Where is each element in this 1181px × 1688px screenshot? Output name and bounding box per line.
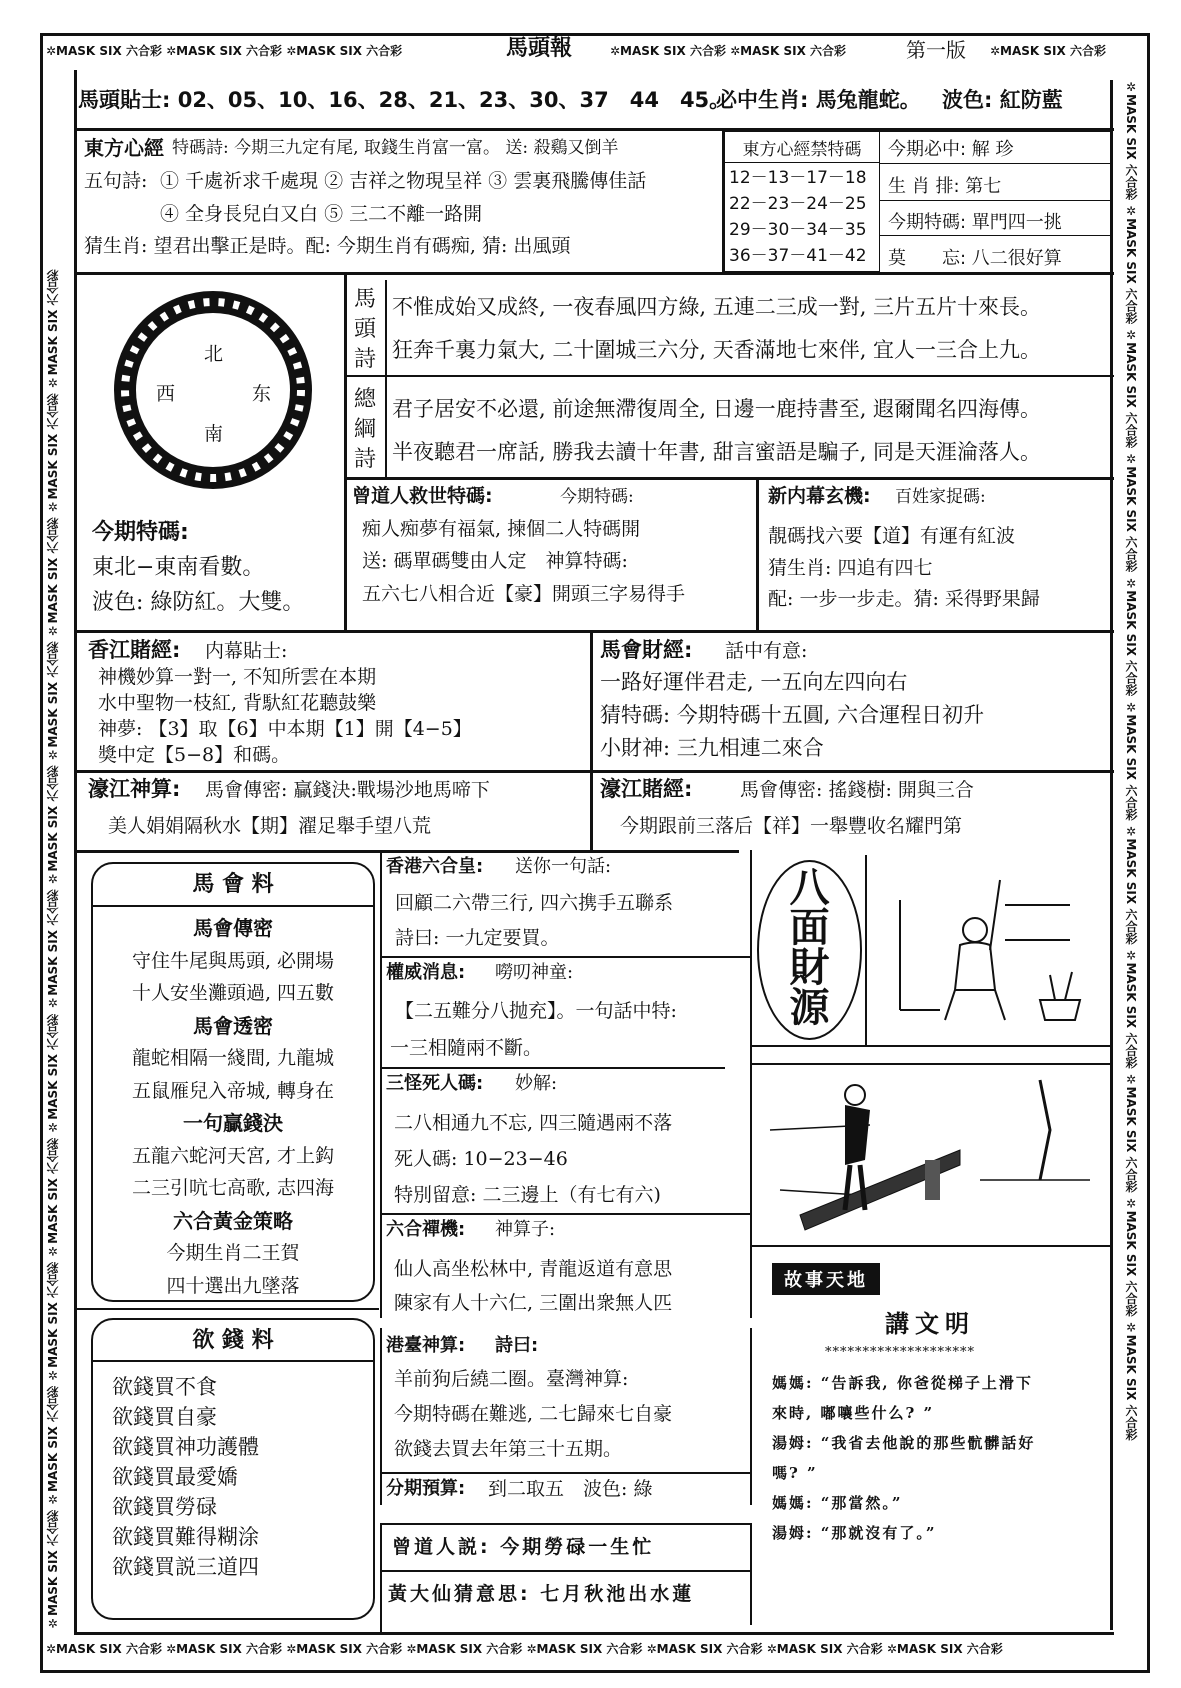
tips-numbers: 馬頭貼士: 02、05、10、16、28、21、23、30、37 44 45。 <box>78 88 731 112</box>
five-line-2: ④ 全身長兒白又白 ⑤ 三二不離一路開 <box>160 203 483 225</box>
story-line: 湯姆: “我省去他說的那些骯髒話好 <box>772 1434 1036 1452</box>
list-item: 六合黃金策略 <box>173 1208 293 1233</box>
list-item: 今期生肖二王賀 <box>166 1242 300 1264</box>
haojiang-shen-line: 美人娟娟隔秋水【期】濯足舉手望八荒 <box>108 815 432 837</box>
story-line: 媽媽: “告訴我, 你爸從梯子上滑下 <box>772 1374 1033 1392</box>
xiangjiang-line: 神機妙算一對一, 不知所雲在本期 <box>98 666 377 688</box>
general-poem-line: 半夜聽君一席話, 勝我去讀十年書, 甜言蜜語是騙子, 同是天涯淪落人。 <box>392 440 1042 464</box>
list-item: 十人安坐灘頭過, 四五數 <box>131 982 335 1004</box>
list-item: 欲錢買最愛嬌 <box>112 1465 238 1489</box>
quanwei-sub: 嘮叨神童: <box>495 962 574 983</box>
story-stars: ******************** <box>825 1345 975 1360</box>
tips-wave: 波色: 紅防藍 <box>942 88 1063 112</box>
list-item: 五龍六蛇河天宮, 才上鈎 <box>131 1144 335 1167</box>
side-info-rank: 生 肖 排: 第七 <box>879 163 1111 201</box>
rule <box>74 850 739 853</box>
compass-east: 东 <box>252 383 272 405</box>
story-line: 來時, 嘟嚷些什么? ” <box>772 1404 935 1422</box>
list-item: 守住牛尾與馬頭, 必開場 <box>131 949 335 972</box>
haojiang-du-sub: 馬會傳密: 搖錢樹: 開與三合 <box>740 779 974 801</box>
rule <box>74 272 1114 275</box>
rule <box>380 1523 752 1525</box>
compass-heading: 今期特碼: <box>92 520 189 545</box>
general-poem-line: 君子居安不必還, 前途無滯復周全, 日邊一鹿持書至, 遐爾聞名四海傳。 <box>392 397 1042 421</box>
right-watermark-strip: ✲MASK SIX 六合彩 ✲MASK SIX 六合彩 ✲MASK SIX 六合彩 ✲MASK SIX 六合彩 ✲MASK SIX 六合彩 ✲MASK SIX 六合彩 ✲MASK SIX 六合彩 ✲MASK SIX 六合彩 ✲MASK SIX 六合彩 ✲MASK SIX 六合彩 ✲MASK SIX 六合彩 <box>1124 80 1138 1441</box>
list-item: 欲錢買勞碌 <box>112 1495 217 1519</box>
gangtai-line: 羊前狗后繞二圈。臺灣神算: <box>394 1368 629 1390</box>
quanwei-line: 一三相隨兩不斷。 <box>390 1037 543 1059</box>
yuqian-liao-list <box>112 1372 259 1582</box>
gap <box>380 1505 752 1523</box>
mahui-liao-list <box>91 912 375 1302</box>
gangtai-line: 欲錢去買去年第三十五期。 <box>394 1438 623 1460</box>
wong-tai-sin: 黃大仙猜意思: 七月秋池出水蓮 <box>388 1583 695 1605</box>
haojiang-shen-sub: 馬會傳密: 贏錢決:戰場沙地馬啼下 <box>205 779 490 801</box>
story-line: 媽媽: “那當然。” <box>772 1494 903 1512</box>
rule <box>380 1213 752 1215</box>
forbidden-row: 12－13－17－18 <box>729 168 867 188</box>
right-rule <box>1110 80 1113 1630</box>
rule <box>380 956 752 958</box>
xiangjiang-line: 水中聖物一枝紅, 背馱紅花聽鼓樂 <box>98 692 377 714</box>
fenqi-text: 到二取五 波色: 綠 <box>488 1478 653 1500</box>
guess-zodiac: 猜生肖: 望君出擊正是時。配: 今期生肖有碼痴, 猜: 出風頭 <box>84 235 571 257</box>
zeng-line: 五六七八相合近【豪】開頭三字易得手 <box>362 583 686 605</box>
compass-south: 南 <box>204 423 224 445</box>
list-item: 龍蛇相隔一綫間, 九龍城 <box>131 1047 335 1069</box>
story-text <box>772 1368 1035 1548</box>
rule <box>92 1360 374 1362</box>
horse-poem-label: 馬 頭 詩 <box>353 287 376 372</box>
list-item: 欲錢買説三道四 <box>112 1555 259 1579</box>
side-info-remember: 莫 忘: 八二很好算 <box>879 235 1111 273</box>
rule <box>380 1067 725 1069</box>
sanguai-sub: 妙解: <box>515 1073 558 1094</box>
scholar-illustration <box>880 860 1100 1040</box>
chanji-sub: 神算子: <box>495 1219 556 1240</box>
zeng-line: 送: 碼單碼雙由人定 神算特碼: <box>362 550 628 572</box>
bamian-title: 八 面 財 源 <box>789 865 830 1031</box>
list-item: 二三引吭七高歌, 志四海 <box>131 1177 335 1199</box>
list-item: 欲錢買難得糊涂 <box>112 1525 259 1549</box>
left-watermark-strip: ✲MASK SIX 六合彩 ✲MASK SIX 六合彩 ✲MASK SIX 六合彩 ✲MASK SIX 六合彩 ✲MASK SIX 六合彩 ✲MASK SIX 六合彩 ✲MASK SIX 六合彩 ✲MASK SIX 六合彩 ✲MASK SIX 六合彩 ✲MASK SIX 六合彩 ✲MASK SIX 六合彩 <box>46 269 60 1630</box>
list-item: 馬會傳密 <box>193 916 273 940</box>
mahui-cai-sub: 話中有意: <box>725 640 808 662</box>
five-label: 五句詩: <box>84 170 148 192</box>
rule <box>74 1308 379 1310</box>
rule <box>344 477 1114 480</box>
compass-north: 北 <box>204 343 224 365</box>
story-title: 講文明 <box>885 1310 975 1338</box>
rule <box>865 855 867 1045</box>
sanguai-line: 死人碼: 10−23−46 <box>394 1148 568 1170</box>
side-info-special: 今期特碼: 單門四一挑 <box>879 200 1111 236</box>
rule <box>385 280 387 478</box>
rule <box>750 1063 1112 1065</box>
general-poem-label: 總 綱 詩 <box>353 387 376 472</box>
list-item: 一句贏錢決 <box>183 1111 283 1135</box>
hk-lhh-title: 香港六合皇: <box>386 856 484 877</box>
top-watermark-strip-right: ✲MASK SIX 六合彩 <box>990 44 1106 58</box>
horse-poem-line: 狂奔千裏力氣大, 二十圍城三六分, 天香滿地七來伴, 宜人一三合上九。 <box>392 338 1042 362</box>
side-info-must: 今期必中: 解 珍 <box>879 131 1111 164</box>
seesaw-illustration <box>760 1070 1100 1240</box>
forbidden-numbers <box>724 162 880 272</box>
forbidden-row: 29－30－34－35 <box>729 220 867 240</box>
xinneimu-sub: 百姓家捉碼: <box>895 487 986 507</box>
masthead-title: 馬頭報 <box>506 36 573 61</box>
compass-line-1: 東北−東南看數。 <box>92 555 265 580</box>
haojiang-shen-title: 濠江神算: <box>88 777 181 801</box>
dongfang-poem: 特碼詩: 今期三九定有尾, 取錢生肖富一富。 送: 殺鷄又倒羊 <box>172 138 619 158</box>
hk-lhh-line: 詩曰: 一九定要買。 <box>395 927 560 949</box>
xiangjiang-title: 香江賭經: <box>88 638 181 662</box>
zeng-say: 曾道人説: 今期勞碌一生忙 <box>392 1536 655 1558</box>
five-line-1: ① 千處祈求千處現 ② 吉祥之物現呈祥 ③ 雲裏飛騰傳佳話 <box>160 170 647 192</box>
sanguai-line: 特別留意: 二三邊上（有七有六) <box>394 1184 661 1206</box>
rule <box>74 770 1114 773</box>
xiangjiang-line: 神夢: 【3】取【6】中本期【1】開【4−5】 <box>98 718 472 740</box>
xiangjiang-line: 獎中定【5−8】和碼。 <box>98 744 291 766</box>
story-tag: 故事天地 <box>772 1263 880 1295</box>
gangtai-line: 今期特碼在難逃, 二七歸來七自豪 <box>394 1403 673 1425</box>
mahui-liao-title: 馬 會 料 <box>192 872 274 897</box>
rule <box>74 630 1114 633</box>
haojiang-du-line: 今期跟前三落后【祥】一舉豐收名耀門第 <box>620 815 963 837</box>
rule <box>750 1045 1112 1047</box>
gangtai-title: 港臺神算: <box>386 1335 466 1356</box>
xinneimu-line: 配: 一步一步走。猜: 采得野果歸 <box>768 588 1040 610</box>
rule <box>344 375 1114 377</box>
zeng-line: 痴人痴夢有福氣, 揀個二人特碼開 <box>362 518 641 540</box>
bottom-rule <box>74 1632 1114 1635</box>
mahui-cai-title: 馬會財經: <box>600 638 693 662</box>
list-item: 欲錢買自豪 <box>112 1405 217 1429</box>
forbidden-row: 36－37－41－42 <box>729 246 867 266</box>
forbidden-row: 22－23－24－25 <box>729 194 867 214</box>
xinneimu-line: 靚碼找六要【道】有運有紅波 <box>768 525 1016 547</box>
rule <box>380 1570 752 1572</box>
fenqi-title: 分期預算: <box>386 1478 466 1499</box>
sanguai-title: 三怪死人碼: <box>386 1073 484 1094</box>
rule <box>380 1472 752 1474</box>
hk-lhh-line: 回顧二六帶三行, 四六携手五聯系 <box>395 892 674 914</box>
list-item: 欲錢買不食 <box>112 1375 217 1399</box>
sanguai-line: 二八相通九不忘, 四三隨遇兩不落 <box>394 1112 673 1134</box>
horse-poem-line: 不惟成始又成終, 一夜春風四方綠, 五連二三成一對, 三片五片十來長。 <box>392 295 1042 319</box>
mahui-cai-line: 猜特碼: 今期特碼十五圓, 六合運程日初升 <box>600 703 985 727</box>
compass-line-2: 波色: 綠防紅。大雙。 <box>92 590 305 615</box>
xiangjiang-sub: 内幕貼士: <box>205 640 288 662</box>
chanji-title: 六合禪機: <box>386 1219 466 1240</box>
xinneimu-title: 新内幕玄機: <box>768 485 871 507</box>
rule <box>750 1245 1112 1247</box>
xinneimu-line: 猜生肖: 四追有四七 <box>768 557 933 579</box>
rule <box>92 905 374 907</box>
top-watermark-strip-middle: ✲MASK SIX 六合彩 ✲MASK SIX 六合彩 <box>610 44 847 58</box>
quanwei-line: 【二五難分八抛充】。一句話中特: <box>395 1000 677 1022</box>
forbidden-title: 東方心經禁特碼 <box>724 131 880 163</box>
haojiang-du-title: 濠江賭經: <box>600 777 693 801</box>
rule <box>590 630 593 852</box>
edition-label: 第一版 <box>906 38 966 62</box>
chanji-line: 陳家有人十六仁, 三圍出衆無人匹 <box>394 1292 673 1314</box>
mahui-cai-line: 一路好運伴君走, 一五向左四向右 <box>600 670 908 694</box>
zeng-title: 曾道人救世特碼: <box>352 485 493 507</box>
list-item: 欲錢買神功護體 <box>112 1435 259 1459</box>
dongfang-title: 東方心經 <box>84 136 164 160</box>
mahui-cai-line: 小財神: 三九相連二來合 <box>600 736 824 760</box>
bottom-watermark-strip: ✲MASK SIX 六合彩 ✲MASK SIX 六合彩 ✲MASK SIX 六合彩 ✲MASK SIX 六合彩 ✲MASK SIX 六合彩 ✲MASK SIX 六合彩 ✲MASK SIX 六合彩 ✲MASK SIX 六合彩 <box>46 1642 1003 1656</box>
hk-lhh-sub: 送你一句話: <box>515 856 612 877</box>
gap <box>380 1318 752 1328</box>
yuqian-liao-title: 欲 錢 料 <box>192 1328 274 1353</box>
chanji-line: 仙人高坐松林中, 青龍返道有意思 <box>394 1258 673 1280</box>
top-watermark-strip: ✲MASK SIX 六合彩 ✲MASK SIX 六合彩 ✲MASK SIX 六合彩 <box>46 44 403 58</box>
gangtai-sub: 詩曰: <box>495 1335 539 1356</box>
compass-west: 西 <box>156 383 176 405</box>
compass-wheel <box>113 290 313 490</box>
list-item: 四十選出九墜落 <box>166 1274 300 1297</box>
rule <box>756 477 759 632</box>
zeng-sub: 今期特碼: <box>560 487 634 507</box>
quanwei-title: 權威消息: <box>386 962 466 983</box>
list-item: 馬會透密 <box>193 1013 273 1038</box>
story-line: 嗎? ” <box>772 1464 818 1482</box>
list-item: 五鼠雁兒入帝城, 轉身在 <box>131 1079 335 1102</box>
story-line: 湯姆: “那就沒有了。” <box>772 1524 937 1542</box>
tips-zodiac: 必中生肖: 馬兔龍蛇。 <box>716 88 921 112</box>
